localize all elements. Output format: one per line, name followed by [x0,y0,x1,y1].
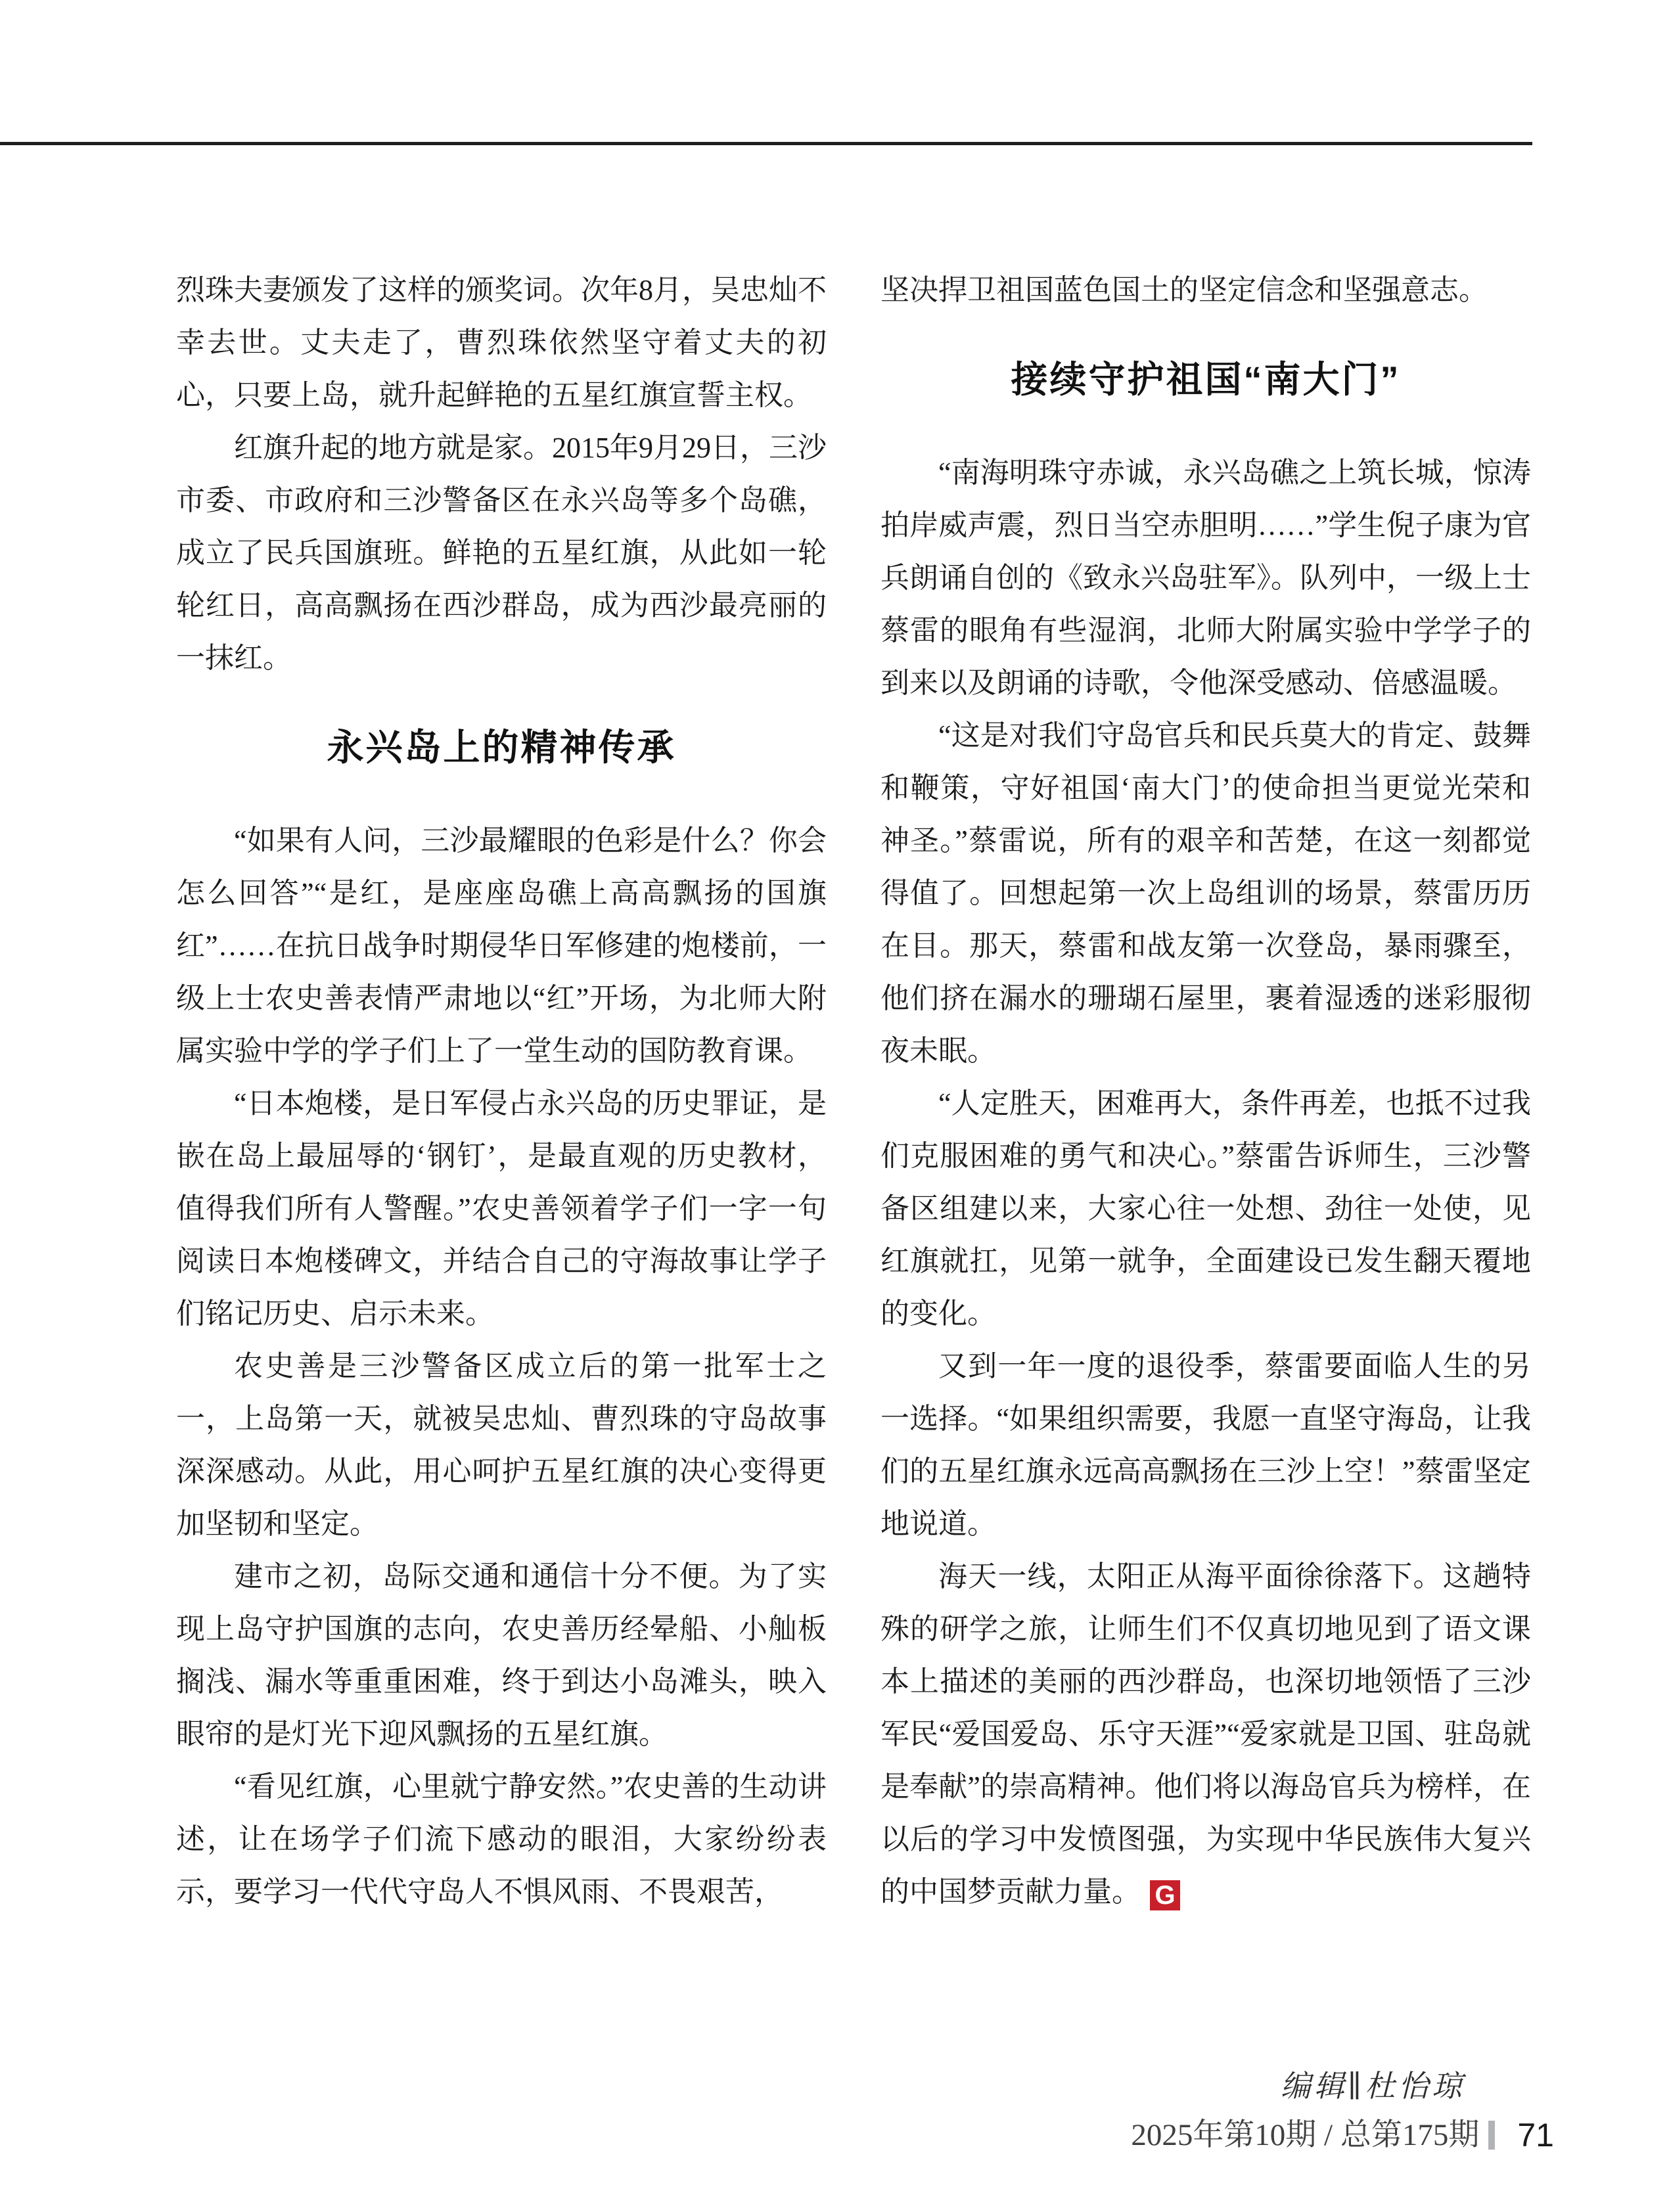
paragraph-text: 烈珠夫妻颁发了这样的颁奖词。次年8月，吴忠灿不幸去世。丈夫走了，曹烈珠依然坚守着丈夫的初心，只要上岛，就升起鲜艳的五星红旗宣誓主权。 [176,274,827,411]
paragraph-text: 农史善是三沙警备区成立后的第一批军士之一，上岛第一天，就被吴忠灿、曹烈珠的守岛故事深深感动。从此，用心呵护五星红旗的决心变得更加坚韧和坚定。 [176,1350,827,1540]
paragraph-text: 海天一线，太阳正从海平面徐徐落下。这趟特殊的研学之旅，让师生们不仅真切地见到了语文课本上描述的美丽的西沙群岛，也深切地领悟了三沙军民“爱国爱岛、乐守天涯”“爱家就是卫国、驻岛就是奉献”的崇高精神。他们将以海岛官兵为榜样，在以后的学习中发愤图强，为实现中华民族伟大复兴的中国梦贡献力量。 [880,1560,1531,1908]
paragraph [880,710,1531,1077]
section-heading: 永兴岛上的精神传承 [327,727,676,768]
paragraph-text: “这是对我们守岛官兵和民兵莫大的肯定、鼓舞和鞭策，守好祖国‘南大门’的使命担当更觉光荣和神圣。”蔡雷说，所有的艰辛和苦楚，在这一刻都觉得值了。回想起第一次上岛组训的场景，蔡雷历历在目。那天，蔡雷和战友第一次登岛，暴雨骤至，他们挤在漏水的珊瑚石屋里，裹着湿透的迷彩服彻夜未眠。 [880,719,1531,1067]
paragraph-text: “人定胜天，困难再大，条件再差，也抵不过我们克服困难的勇气和决心。”蔡雷告诉师生，三沙警备区组建以来，大家心往一处想、劲往一处使，见红旗就扛，见第一就争，全面建设已发生翻天覆地的变化。 [880,1087,1531,1330]
paragraph [176,815,827,1077]
paragraph-text: “如果有人问，三沙最耀眼的色彩是什么？你会怎么回答”“是红，是座座岛礁上高高飘扬的国旗红”……在抗日战争时期侵华日军修建的炮楼前，一级上士农史善表情严肃地以“红”开场，为北师大附属实验中学的学子们上了一堂生动的国防教育课。 [176,824,827,1067]
paragraph-text: 红旗升起的地方就是家。2015年9月29日，三沙市委、市政府和三沙警备区在永兴岛等多个岛礁，成立了民兵国旗班。鲜艳的五星红旗，从此如一轮轮红日，高高飘扬在西沙群岛，成为西沙最亮丽的一抹红。 [176,432,827,674]
paragraph [880,264,1531,317]
paragraph-text: “日本炮楼，是日军侵占永兴岛的历史罪证，是嵌在岛上最屈辱的‘钢钉’，是最直观的历史教材，值得我们所有人警醒。”农史善领着学子们一字一句阅读日本炮楼碑文，并结合自己的守海故事让学子们铭记历史、启示未来。 [176,1087,827,1330]
paragraph [880,1077,1531,1340]
article-column-left [176,264,827,1918]
paragraph-text: 又到一年一度的退役季，蔡雷要面临人生的另一选择。“如果组织需要，我愿一直坚守海岛，让我们的五星红旗永远高高飘扬在三沙上空！”蔡雷坚定地说道。 [880,1350,1531,1540]
paragraph-text: 建市之初，岛际交通和通信十分不便。为了实现上岛守护国旗的志向，农史善历经晕船、小舢板搁浅、漏水等重重困难，终于到达小岛滩头，映入眼帘的是灯光下迎风飘扬的五星红旗。 [176,1560,827,1750]
paragraph [880,447,1531,710]
paragraph-text: 坚决捍卫祖国蓝色国土的坚定信念和坚强意志。 [880,274,1488,306]
section-heading: 接续守护祖国“南大门” [1011,359,1401,400]
editor-credit: 编辑∥杜怡琼 [1280,2069,1465,2103]
issue-info: 2025年第10期 / 总第175期 [1131,2118,1480,2152]
page-number-divider [1488,2121,1495,2150]
top-rule [0,142,1532,145]
page-number: 71 [1517,2117,1554,2154]
paragraph [176,1550,827,1761]
article-body [176,264,1531,1918]
paragraph [176,264,827,422]
end-of-article-mark: G [1150,1880,1180,1910]
paragraph [176,422,827,685]
paragraph [880,1550,1531,1918]
paragraph [176,1761,827,1918]
paragraph [880,1340,1531,1550]
paragraph [176,1340,827,1550]
issue-line [1131,2118,1554,2152]
paragraph-text: “看见红旗，心里就宁静安然。”农史善的生动讲述，让在场学子们流下感动的眼泪，大家纷纷表示，要学习一代代守岛人不惧风雨、不畏艰苦， [176,1771,827,1908]
paragraph [176,1077,827,1340]
article-column-right [880,264,1531,1918]
paragraph-text: “南海明珠守赤诚，永兴岛礁之上筑长城，惊涛拍岸威声震，烈日当空赤胆明……”学生倪子康为官兵朗诵自创的《致永兴岛驻军》。队列中，一级上士蔡雷的眼角有些湿润，北师大附属实验中学学子的到来以及朗诵的诗歌，令他深受感动、倍感温暖。 [880,457,1531,699]
